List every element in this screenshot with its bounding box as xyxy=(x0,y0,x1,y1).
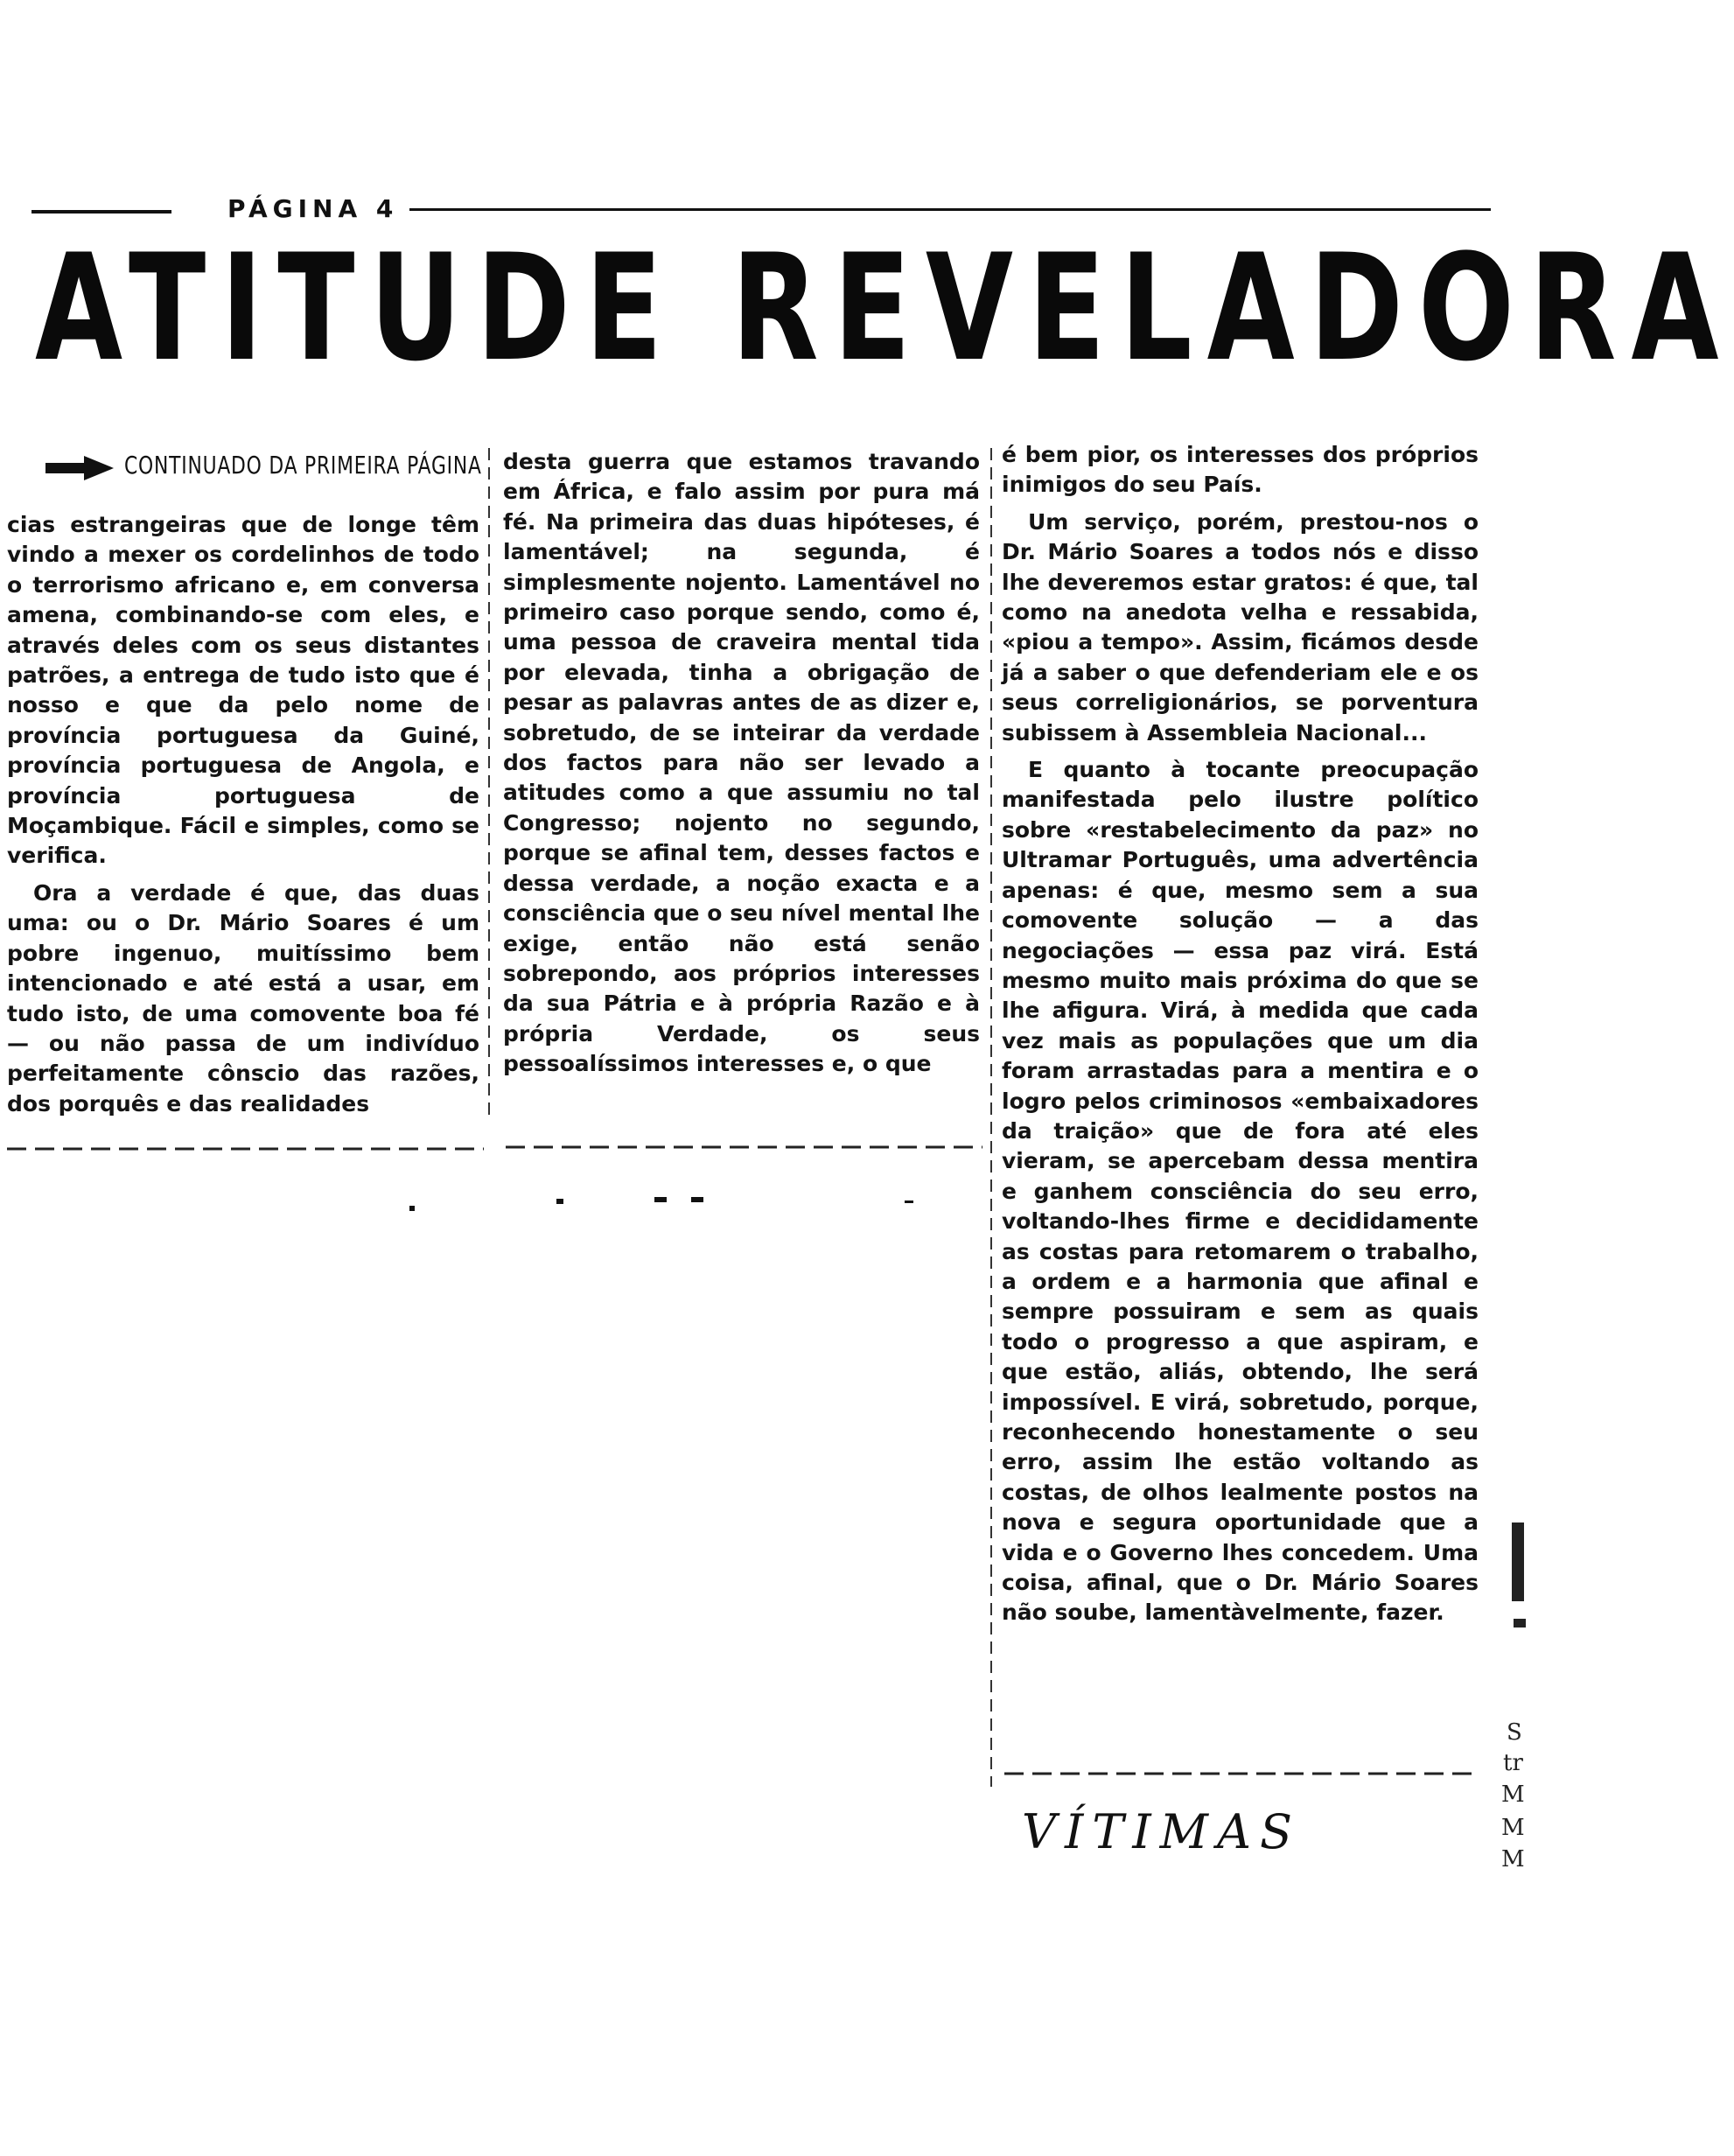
header-rule-left xyxy=(31,210,171,214)
decorative-dot xyxy=(409,1206,415,1211)
margin-mark xyxy=(1514,1619,1526,1628)
continued-line xyxy=(45,451,483,486)
column-separator-2 xyxy=(990,448,992,1787)
paragraph: cias estrangeiras que de longe têm vindo a mexer os cordelinhos de todo o terrorismo africano e, em conversa amena, combinando-se com eles, e através deles com os seus distantes patrões, a entrega de tudo isto que é nosso e que da pelo nome de província portuguesa da Guiné, província portuguesa de Angola, e província portuguesa de Moçambique. Fácil e simples, como se verifica. xyxy=(7,512,479,869)
margin-fragment: S xyxy=(1507,1719,1522,1746)
dash-rule xyxy=(506,1143,982,1152)
page-label: PÁGINA 4 xyxy=(227,194,399,223)
headline: ATITUDE REVELADORA xyxy=(35,222,1734,394)
paragraph: Ora a verdade é que, das duas uma: ou o Dr. Mário Soares é um pobre ingenuo, muitíssimo bem intencionado e até está a usar, em tudo isto, de uma comovente boa fé — ou não passa de um indivíduo perfeitamente cônscio das razões, dos porquês e das realidades xyxy=(7,879,479,1116)
column-separator-1 xyxy=(488,448,490,1122)
paragraph: desta guerra que estamos travando em África, e falo assim por pura má fé. Na primeira das duas hipóteses, é lamentável; na segunda, é simplesmente nojento. Lamentável no primeiro caso porque sendo, como é, uma pessoa de craveira mental tida por elevada, tinha a obrigação de pesar as palavras antes de as dizer e, sobretudo, de se inteirar da verdade dos factos para não ser levado a atitudes como a que assumiu no tal Congresso; nojento no segundo, porque se afinal tem, desses factos e dessa verdade, a noção exacta e a consciência que o seu nível mental lhe exige, então não está senão sobrepondo, aos próprios interesses da sua Pátria e à própria Razão e à própria Verdade, os seus pessoalíssimos interesses e, o que xyxy=(503,449,980,1077)
margin-fragment: M xyxy=(1501,1782,1525,1808)
dash-rule xyxy=(7,1144,484,1153)
paragraph: E quanto à tocante preocupação manifestada pelo ilustre político sobre «restabelecimento da paz» no Ultramar Português, uma advertência apenas: é que, mesmo sem a sua comovente solução — a das negociações — essa paz virá. Está mesmo muito mais próxima do que se lhe afigura. Virá, à medida que cada vez mais as populações que um dia foram arrastadas para a mentira e o logro pelos criminosos «embaixadores da traição» que de fora até eles vieram, se apercebam dessa mentira e ganhem consciência do seu erro, voltando-lhes firme e decididamente as costas para retomarem o trabalho, a ordem e a harmonia que afinal e sempre possuiram e sem as quais todo o progresso a que aspiram, e que estão, aliás, obtendo, lhe será impossível. E virá, sobretudo, porque, reconhecendo honestamente o seu erro, assim lhe estão voltando as costas, de olhos lealmente postos na nova e segura oportunidade que a vida e o Governo lhes concedem. Uma coisa, afinal, que o Dr. Mário Soares não soube, lamentàvelmente, fazer. xyxy=(1002,757,1479,1626)
decorative-dot xyxy=(556,1199,563,1204)
margin-fragment: tr xyxy=(1503,1750,1523,1776)
paragraph: é bem pior, os interesses dos próprios inimigos do seu País. xyxy=(1002,442,1479,498)
paragraph: Um serviço, porém, prestou-nos o Dr. Mário Soares a todos nós e disso lhe deveremos estar gratos: é que, tal como na anedota velha e ressabida, «piou a tempo». Assim, ficámos desde já a saber o que defenderiam ele e os seus correligionários, se porventura subissem à Assembleia Nacional... xyxy=(1002,508,1479,746)
margin-mark xyxy=(1512,1522,1524,1601)
arrow-right-icon xyxy=(45,454,115,482)
decorative-dot xyxy=(691,1197,703,1202)
article-column-3 xyxy=(1002,440,1479,1628)
header-rule-right xyxy=(409,208,1491,211)
decorative-dot xyxy=(905,1200,913,1203)
continued-label: CONTINUADO DA PRIMEIRA PÁGINA xyxy=(124,451,482,480)
margin-fragment: M xyxy=(1501,1846,1525,1872)
vitimas-title: VÍTIMAS xyxy=(1022,1804,1301,1859)
decorative-dot xyxy=(654,1197,667,1202)
article-column-2 xyxy=(503,447,980,1080)
margin-fragment: M xyxy=(1501,1815,1525,1841)
dash-rule xyxy=(1004,1769,1477,1778)
article-column-1 xyxy=(7,510,479,1119)
